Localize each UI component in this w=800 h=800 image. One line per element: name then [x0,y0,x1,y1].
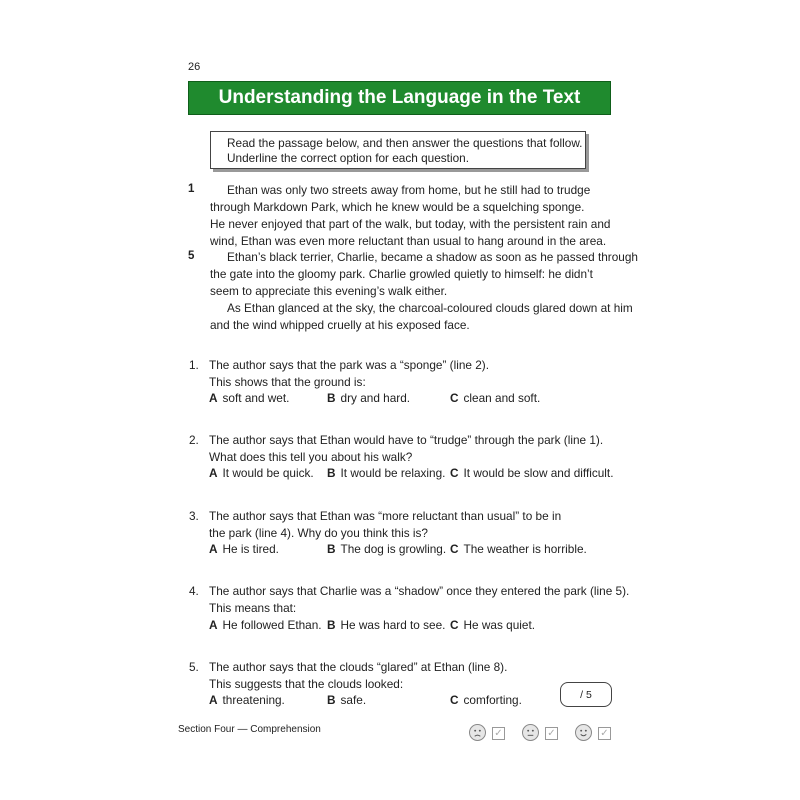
line-marker-1: 1 [188,183,195,195]
option-letter: B [327,466,336,480]
option-text: He is tired. [222,542,279,556]
tick-box-2[interactable]: ✓ [545,727,558,740]
question-4-text-2: This means that: [209,601,297,615]
option-letter: B [327,391,336,405]
option-text: He was quiet. [463,618,536,632]
question-3-number: 3. [189,509,199,523]
question-5-option-b[interactable] [327,693,366,707]
question-5-option-c[interactable] [450,693,522,707]
option-text: He was hard to see. [340,618,446,632]
section-footer: Section Four — Comprehension [178,724,321,735]
option-letter: C [450,542,459,556]
option-text: soft and wet. [222,391,290,405]
question-5-number: 5. [189,660,199,674]
option-text: threatening. [222,693,285,707]
question-1-option-b[interactable] [327,391,410,405]
question-2-number: 2. [189,433,199,447]
question-3-text-2: the park (line 4). Why do you think this is? [209,526,428,540]
page-number: 26 [188,61,201,73]
option-text: It would be quick. [222,466,314,480]
passage-line-5: Ethan’s black terrier, Charlie, became a shadow as soon as he passed through [227,250,638,264]
option-letter: B [327,542,336,556]
option-letter: B [327,618,336,632]
passage-line-9: and the wind whipped cruelly at his exposed face. [210,318,470,332]
option-text: The weather is horrible. [463,542,587,556]
passage-line-6: the gate into the gloomy park. Charlie growled quietly to himself: he didn’t [210,267,593,281]
option-letter: A [209,693,218,707]
question-5-text-2: This suggests that the clouds looked: [209,677,404,691]
option-letter: B [327,693,336,707]
title-banner [188,81,611,115]
question-2-text-2: What does this tell you about his walk? [209,450,413,464]
frown-face-icon[interactable] [469,724,486,741]
passage-line-7: seem to appreciate this evening’s walk either. [210,284,448,298]
score-box [560,682,612,707]
option-letter: A [209,618,218,632]
question-1-text-2: This shows that the ground is: [209,375,366,389]
neutral-face-icon[interactable] [522,724,539,741]
option-text: It would be slow and difficult. [463,466,614,480]
page-title: Understanding the Language in the Text [218,87,581,108]
option-text: comforting. [463,693,522,707]
passage-line-3: He never enjoyed that part of the walk, but today, with the persistent rain and [210,217,611,231]
line-marker-5: 5 [188,250,195,262]
question-3-option-a[interactable] [209,542,279,556]
question-5-option-a[interactable] [209,693,285,707]
question-2-text-1: The author says that Ethan would have to “trudge” through the park (line 1). [209,433,604,447]
option-text: clean and soft. [463,391,541,405]
smile-face-icon[interactable] [575,724,592,741]
question-4-number: 4. [189,584,199,598]
question-3-option-c[interactable] [450,542,587,556]
question-4-text-1: The author says that Charlie was a “shadow” once they entered the park (line 5). [209,584,630,598]
instructions-box [210,131,586,169]
passage-line-8: As Ethan glanced at the sky, the charcoal-coloured clouds glared down at him [227,301,633,315]
option-letter: A [209,391,218,405]
passage-line-4: wind, Ethan was even more reluctant than usual to hang around in the area. [210,234,607,248]
question-1-option-c[interactable] [450,391,540,405]
question-2-option-b[interactable] [327,466,445,480]
instructions-line-1: Read the passage below, and then answer the questions that follow. [227,136,583,150]
option-text: He followed Ethan. [222,618,322,632]
option-text: dry and hard. [340,391,411,405]
question-4-option-c[interactable] [450,618,535,632]
score-label: / 5 [580,688,592,701]
question-1-option-a[interactable] [209,391,289,405]
question-1-text-1: The author says that the park was a “sponge” (line 2). [209,358,489,372]
option-text: The dog is growling. [340,542,447,556]
question-2-option-a[interactable] [209,466,314,480]
question-3-option-b[interactable] [327,542,446,556]
option-text: safe. [340,693,367,707]
instructions-line-2: Underline the correct option for each question. [227,151,469,165]
option-letter: C [450,693,459,707]
question-5-text-1: The author says that the clouds “glared” at Ethan (line 8). [209,660,508,674]
option-letter: C [450,466,459,480]
passage-line-1: Ethan was only two streets away from home, but he still had to trudge [227,183,591,197]
option-text: It would be relaxing. [340,466,446,480]
passage-line-2: through Markdown Park, which he knew would be a squelching sponge. [210,200,585,214]
option-letter: C [450,618,459,632]
question-3-text-1: The author says that Ethan was “more reluctant than usual” to be in [209,509,562,523]
option-letter: A [209,466,218,480]
question-4-option-b[interactable] [327,618,445,632]
question-4-option-a[interactable] [209,618,322,632]
question-2-option-c[interactable] [450,466,613,480]
question-1-number: 1. [189,358,199,372]
tick-box-1[interactable]: ✓ [492,727,505,740]
option-letter: A [209,542,218,556]
option-letter: C [450,391,459,405]
tick-box-3[interactable]: ✓ [598,727,611,740]
